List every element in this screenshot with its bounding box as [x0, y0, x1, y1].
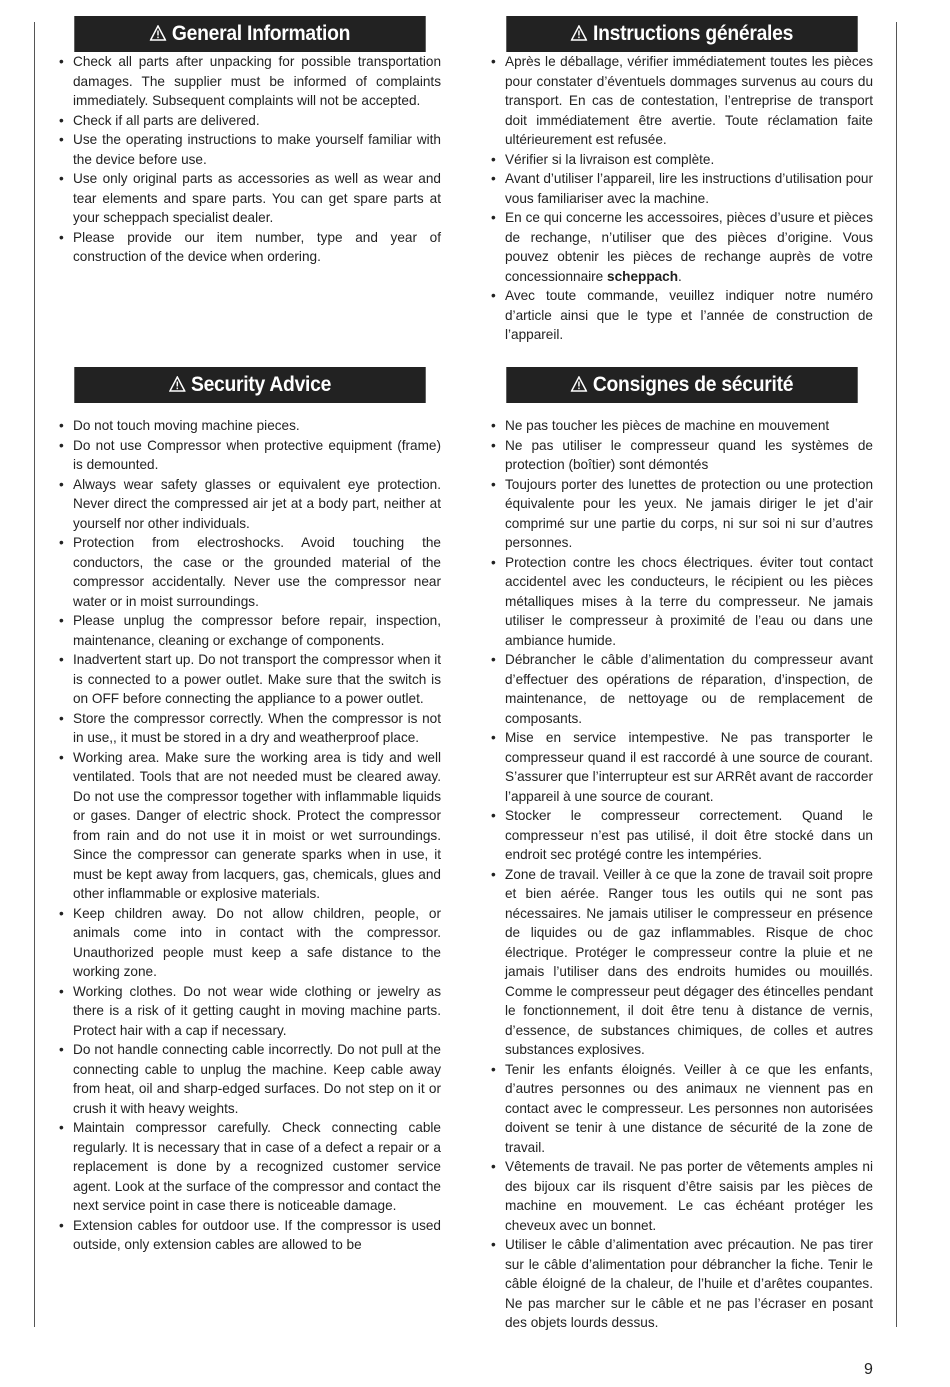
list-item: • Toujours porter des lunettes de protection ou une protection équivalente pour les yeux. Ne jamais diriger le jet d’air comprimé sur une partie du corps, ni sur soi ni sur d’autres personnes.	[491, 475, 873, 553]
consignes-de-securite-title: Consignes de sécurité	[592, 373, 794, 396]
instructions-generales-title: Instructions générales	[593, 22, 794, 45]
list-item: • Extension cables for outdoor use. If the compressor is used outside, only extension cables are allowed to be	[59, 1216, 441, 1255]
list-item: • Débrancher le câble d’alimentation du compresseur avant d’effectuer des opérations de réparation, d’inspection, de maintenance, de nettoyage ou de remplacement de composants.	[491, 650, 873, 728]
list-item: • Avec toute commande, veuillez indiquer notre numéro d’article ainsi que le type et l’année de construction de l’appareil.	[491, 286, 873, 345]
security-advice-header	[74, 367, 425, 403]
brand-name: scheppach	[607, 268, 679, 284]
list-item: • Check if all parts are delivered.	[59, 111, 441, 131]
list-item	[491, 208, 873, 286]
list-item: • Protection from electroshocks. Avoid touching the conductors, the case or the grounded material of the compressor accidentally. Never use the compressor near water or in moist surroundings.	[59, 533, 441, 611]
general-information-list	[59, 52, 441, 267]
list-item: • Working clothes. Do not wear wide clothing or jewelry as there is a risk of it getting caught in moving machine parts. Protect hair with a cap if necessary.	[59, 982, 441, 1041]
warning-icon	[150, 25, 167, 41]
list-item: • Do not handle connecting cable incorrectly. Do not pull at the connecting cable to unplug the machine. Keep cable away from heat, oil and sharp-edged surfaces. Do not step on it or crush it with heavy weights.	[59, 1040, 441, 1118]
list-item: • Do not touch moving machine pieces.	[59, 416, 441, 436]
list-item: • Mise en service intempestive. Ne pas transporter le compresseur quand il est raccordé à une source de courant. S’assurer que l’interrupteur est sur ARRêt avant de raccorder l’appareil à une source de courant.	[491, 728, 873, 806]
list-item: • Zone de travail. Veiller à ce que la zone de travail soit propre et bien aérée. Ranger tous les outils qui ne sont pas nécessaires. Ne jamais utiliser le compresseur en présence de liquides ou de gaz inflammables. Risque de choc électrique. Protéger le compresseur contre la pluie et ne jamais l’utiliser dans des endroits humides ou mouillés. Comme le compresseur peut dégager des étincelles pendant le fonctionnement, il doit être tenu à distance de vernis, d’essence, de substances chimiques, de colles et autres substances explosives.	[491, 865, 873, 1060]
list-item: • Tenir les enfants éloignés. Veiller à ce que les enfants, d’autres personnes ou des animaux ne viennent pas en contact avec le compresseur. Les personnes non autorisées doivent se tenir à une distance de sécurité de la zone de travail.	[491, 1060, 873, 1158]
warning-icon	[571, 25, 588, 41]
list-item: • Working area. Make sure the working area is tidy and well ventilated. Tools that are not needed must be cleared away. Do not use the compressor together with inflammable liquids or gases. Danger of electric shock. Protect the compressor from rain and do not use it in moist or wet surroundings. Since the compressor can generate sparks when in use, it must be kept away from lacquers, gas, chemicals, glues and other inflammable or explosive materials.	[59, 748, 441, 904]
list-item: • Keep children away. Do not allow children, people, or animals come into in contact with the compressor. Unauthorized people must keep a safe distance to the working zone.	[59, 904, 441, 982]
list-item-text: En ce qui concerne les accessoires, pièces d’usure et pièces de rechange, n’utiliser que des pièces d’origine. Vous pouvez obtenir les pièces de rechange auprès de votre concessionnaire	[505, 210, 873, 284]
list-item: • Check all parts after unpacking for possible transportation damages. The supplier must be informed of complaints immediately. Subsequent complaints will not be accepted.	[59, 52, 441, 111]
list-item: • Ne pas utiliser le compresseur quand les systèmes de protection (boîtier) sont démontés	[491, 436, 873, 475]
list-item: • Protection contre les chocs électriques. éviter tout contact accidentel avec les conducteurs, le récipient ou les pièces métalliques mises à la terre du compresseur. Ne jamais utiliser le compresseur à proximité de l’eau ou dans une ambiance humide.	[491, 553, 873, 651]
general-information-title: General Information	[171, 22, 351, 45]
brand-suffix: .	[678, 268, 682, 284]
general-information-header	[74, 16, 425, 52]
right-column-french	[491, 16, 873, 1346]
list-item: • Ne pas toucher les pièces de machine en mouvement	[491, 416, 873, 436]
list-item: • Use only original parts as accessories as well as wear and tear elements and spare parts. You can get spare parts at your scheppach specialist dealer.	[59, 169, 441, 228]
list-item: • Always wear safety glasses or equivalent eye protection. Never direct the compressed air jet at a body part, neither at yourself nor other individuals.	[59, 475, 441, 534]
instructions-generales-list	[491, 52, 873, 345]
list-item: • Please unplug the compressor before repair, inspection, maintenance, cleaning or exchange of components.	[59, 611, 441, 650]
list-item: • Please provide our item number, type and year of construction of the device when ordering.	[59, 228, 441, 267]
security-advice-title: Security Advice	[190, 373, 332, 396]
left-margin-rule	[34, 22, 35, 1327]
instructions-generales-header	[506, 16, 857, 52]
list-item: • Stocker le compresseur correctement. Quand le compresseur n’est pas utilisé, il doit être stocké dans un endroit sec protégé contre les intempéries.	[491, 806, 873, 865]
list-item: • Inadvertent start up. Do not transport the compressor when it is connected to a power outlet. Make sure that the switch is on OFF before connecting the appliance to a power outlet.	[59, 650, 441, 709]
security-advice-list	[59, 416, 441, 1255]
list-item: • Do not use Compressor when protective equipment (frame) is demounted.	[59, 436, 441, 475]
list-item: • Use the operating instructions to make yourself familiar with the device before use.	[59, 130, 441, 169]
consignes-de-securite-header	[506, 367, 857, 403]
page-number: 9	[864, 1361, 873, 1378]
consignes-de-securite-list	[491, 416, 873, 1333]
list-item: • Après le déballage, vérifier immédiatement toutes les pièces pour constater d’éventuels dommages survenus au cours du transport. En cas de contestation, l’entreprise de transport doit immédiatement être avertie. Toute réclamation faite ultérieurement est refusée.	[491, 52, 873, 150]
list-item: • Vérifier si la livraison est complète.	[491, 150, 873, 170]
list-item: • Avant d’utiliser l’appareil, lire les instructions d’utilisation pour vous familiariser avec la machine.	[491, 169, 873, 208]
warning-icon	[571, 376, 588, 392]
list-item: • Store the compressor correctly. When the compressor is not in use,, it must be stored in a dry and weatherproof place.	[59, 709, 441, 748]
list-item: • Vêtements de travail. Ne pas porter de vêtements amples ni des bijoux car ils risquent d’être saisis par les pièces de machine en mouvement. Le cas échéant protéger les cheveux avec un bonnet.	[491, 1157, 873, 1235]
list-item: • Utiliser le câble d’alimentation avec précaution. Ne pas tirer sur le câble d’alimentation pour débrancher la fiche. Tenir le câble éloigné de la chaleur, de l’huile et d’arêtes coupantes. Ne pas marcher sur le câble et ne pas l’écraser en posant des objets lourds dessus.	[491, 1235, 873, 1333]
list-item: • Maintain compressor carefully. Check connecting cable regularly. It is necessary that in case of a defect a repair or a replacement is done by a recognized customer service agent. Look at the surface of the compressor and contact the next service point in case there is noticeable damage.	[59, 1118, 441, 1216]
left-column-english	[59, 16, 441, 1346]
warning-icon	[169, 376, 186, 392]
right-margin-rule	[896, 22, 897, 1327]
